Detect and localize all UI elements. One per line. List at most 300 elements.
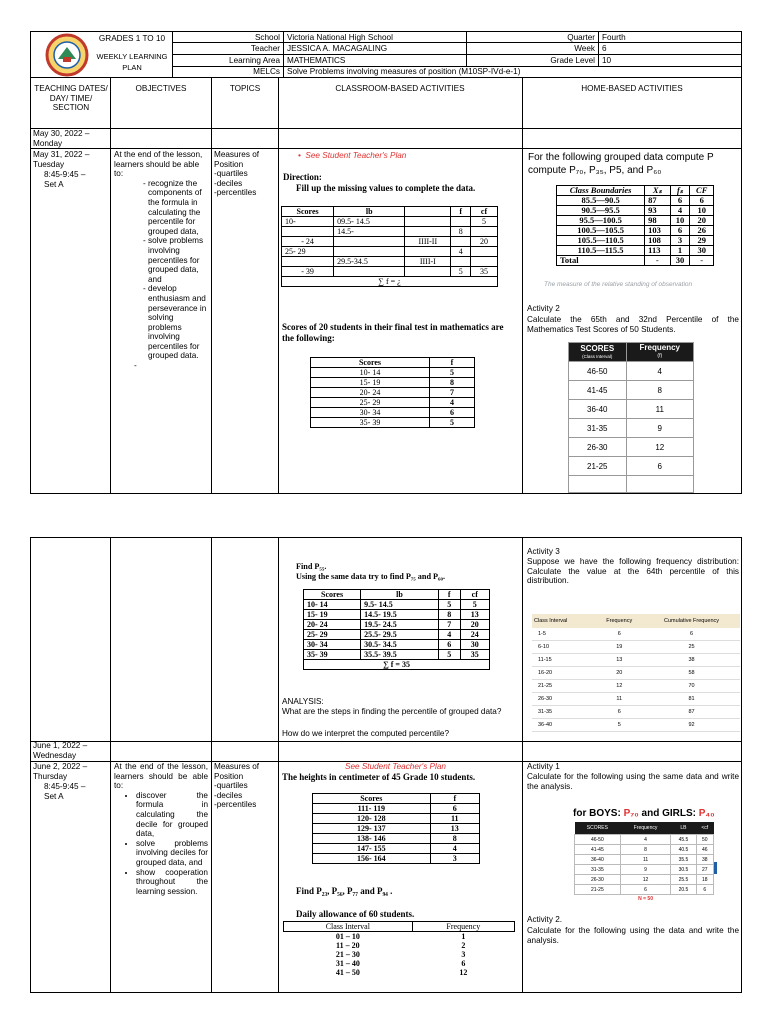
table-cell: 6 (620, 885, 671, 895)
table-cell: 11 – 20 (336, 941, 360, 950)
table-row (557, 226, 714, 236)
table-row (532, 628, 740, 641)
table-cell[interactable]: 4 (451, 247, 471, 257)
table-cell: 4 (620, 835, 671, 845)
table-cell: 30 (670, 256, 690, 266)
table-cell: 11 (430, 814, 479, 824)
table-row (575, 875, 714, 885)
table-cell: SCORES (Class Interval) (569, 343, 627, 362)
table-row (313, 794, 480, 804)
table-row (575, 835, 714, 845)
table-cell: 41-45 (569, 381, 627, 400)
analysis-question-2: How do we interpret the computed percentile? (282, 729, 450, 738)
table-cell: 12 (626, 438, 693, 457)
label-grade-level: Grade Level (550, 56, 595, 65)
table-cell: 35- 39 (311, 418, 430, 428)
table-cell: 6 (438, 640, 460, 650)
table-cell: 1 (461, 932, 466, 941)
table-cell: 6 (696, 885, 713, 895)
table-cell[interactable] (334, 267, 405, 277)
table-cell: Scores (282, 207, 334, 217)
table-cell[interactable]: IIII-II (405, 237, 451, 247)
table-cell[interactable]: IIII-I (405, 257, 451, 267)
table-cell: 30 (460, 640, 489, 650)
table-row (532, 693, 740, 706)
see-plan-link-jun2[interactable]: See Student Teacher's Plan (345, 762, 446, 771)
find-deciles: Find P₂₃, P₅₆, P₇₇ and P₉₄ . (296, 886, 393, 896)
table-cell: 13 (430, 824, 479, 834)
table-cell[interactable]: 20 (471, 237, 498, 247)
table-cell: 129- 137 (313, 824, 431, 834)
col-topics: TOPICS (229, 84, 261, 93)
table-cell[interactable] (405, 217, 451, 227)
table-row (557, 186, 714, 196)
analysis-title: ANALYSIS: (282, 697, 324, 706)
table-cell: 110.5—115.5 (557, 246, 645, 256)
table-cell: 4 (670, 206, 690, 216)
table-row (532, 667, 740, 680)
table-row (282, 207, 498, 217)
table-row (557, 196, 714, 206)
table-row (575, 855, 714, 865)
table-cell: Scores (304, 590, 361, 600)
label-melcs: MELCs (253, 67, 280, 76)
table-row (282, 257, 498, 267)
table-cell[interactable]: 5 (471, 217, 498, 227)
table-cell[interactable] (451, 257, 471, 267)
table-row (304, 650, 490, 660)
table-row (557, 246, 714, 256)
table-cell: 98 (645, 216, 670, 226)
table-row (313, 814, 480, 824)
table-row (569, 457, 694, 476)
table-row (304, 640, 490, 650)
activity2b-text: Calculate for the following using the data and write the analysis. (527, 926, 739, 945)
table-cell: 6 (670, 196, 690, 206)
table-cell: Cumulative Frequency (664, 618, 720, 624)
table-cell: 27 (696, 865, 713, 875)
value-learning-area: MATHEMATICS (287, 56, 346, 65)
table-cell: 9 (626, 419, 693, 438)
activity2b-title: Activity 2. (527, 915, 563, 924)
table-cell: 10 (670, 216, 690, 226)
table-cell: 58 (688, 670, 695, 676)
table-cell: Frequency (606, 618, 633, 624)
label-teacher: Teacher (250, 44, 280, 53)
table-cell: N = 50 (638, 896, 653, 902)
table-cell[interactable] (334, 247, 405, 257)
daily-allowance-text: Daily allowance of 60 students. (296, 909, 415, 919)
table-row (284, 959, 515, 968)
boys-girls-table (574, 822, 714, 903)
table-cell: 6 (670, 226, 690, 236)
activity2-title: Activity 2 (527, 304, 560, 313)
table-row (532, 641, 740, 654)
table-cell: 5 (617, 722, 621, 728)
table-cell[interactable] (405, 247, 451, 257)
table-row (311, 368, 475, 378)
table-cell: 103 (645, 226, 670, 236)
table-cell: SCORES (586, 825, 608, 831)
table-cell: 1-5 (538, 631, 546, 637)
table-cell: 29 (690, 236, 714, 246)
value-week: 6 (602, 44, 607, 53)
table-cell: Frequency (f) (626, 343, 693, 362)
time-may31: 8:45-9:45 – (44, 170, 86, 179)
table-row (557, 236, 714, 246)
table-cell: 8 (438, 610, 460, 620)
date-jun1: June 1, 2022 – Wednesday (33, 741, 88, 760)
table-cell: 35- 39 (304, 650, 361, 660)
table-cell[interactable] (471, 247, 498, 257)
table-cell: - (690, 256, 714, 266)
table-cell: 12 (459, 968, 468, 977)
table-cell: 25.5- 29.5 (361, 630, 439, 640)
table-cell: 156- 164 (313, 854, 431, 864)
table-cell: 1 (670, 246, 690, 256)
table-row (532, 706, 740, 719)
table-cell: 21 – 30 (335, 950, 360, 959)
table-cell[interactable]: - 39 (282, 267, 334, 277)
measure-caption: The measure of the relative standing of observation (544, 281, 693, 288)
objective-item: - solve problems involving percentiles for grouped data, and (148, 236, 209, 284)
table-cell[interactable]: 10- (282, 217, 334, 227)
table-cell: 3 (670, 236, 690, 246)
table-row (304, 590, 490, 600)
table-row (557, 216, 714, 226)
table-row (532, 654, 740, 667)
table-row (282, 237, 498, 247)
table-row (284, 941, 515, 950)
table-cell: CF (690, 186, 714, 196)
find-p55: Find P₅₅. (296, 562, 327, 571)
scores-frequency-table (568, 342, 694, 493)
table-cell: 20 (460, 620, 489, 630)
table-cell: 12 (620, 875, 671, 885)
table-cell: 30.5 (671, 865, 696, 875)
table-cell: 38 (688, 657, 695, 663)
allowance-table (283, 921, 515, 977)
table-cell[interactable]: 8 (451, 227, 471, 237)
table-row (282, 277, 498, 287)
direction-text: Fill up the missing values to complete the data. (296, 183, 476, 193)
table-cell: 4 (430, 844, 479, 854)
table-cell: 30- 34 (311, 408, 430, 418)
table-cell: 3 (461, 950, 466, 959)
value-melcs: Solve Problems involving measures of position (M10SP-IVd-e-1) (287, 67, 521, 76)
table-cell: 2 (461, 941, 466, 950)
topics-jun2: Measures of Position -quartiles -deciles -percentiles (214, 762, 260, 810)
table-cell[interactable]: 25- 29 (282, 247, 334, 257)
table-cell: 8 (620, 845, 671, 855)
table-row (557, 206, 714, 216)
table-cell: 15- 19 (311, 378, 430, 388)
table-row (282, 267, 498, 277)
table-cell: 46-50 (569, 362, 627, 381)
label-quarter: Quarter (567, 33, 595, 42)
table-cell: 31-35 (538, 709, 553, 715)
table-cell[interactable] (405, 267, 451, 277)
header-line1: GRADES 1 TO 10 (98, 34, 166, 43)
table-cell: 92 (688, 722, 695, 728)
table-cell[interactable]: - 24 (282, 237, 334, 247)
table-cell: 25- 29 (311, 398, 430, 408)
objective-item: • discover the formula in calculating the decile for grouped data, (136, 791, 208, 839)
table-cell: 35 (460, 650, 489, 660)
table-cell[interactable] (471, 257, 498, 267)
table-cell: 20 (690, 216, 714, 226)
table-row (282, 227, 498, 237)
table-cell: 138- 146 (313, 834, 431, 844)
class-boundaries-table (556, 185, 714, 266)
heights-table (312, 793, 480, 864)
table-row (282, 247, 498, 257)
see-plan-link[interactable]: • See Student Teacher's Plan (298, 151, 407, 160)
find-p75-p60: Using the same data try to find P₇₅ and P₆₀. (296, 572, 446, 581)
table-cell: 41 – 50 (335, 968, 360, 977)
table-cell (405, 207, 451, 217)
table-cell: f (430, 794, 479, 804)
table-cell[interactable] (451, 217, 471, 227)
table-cell: 6-10 (538, 644, 550, 650)
fill-table (281, 206, 498, 287)
table-row (313, 844, 480, 854)
table-cell: 5 (438, 600, 460, 610)
table-cell: lb (334, 207, 405, 217)
table-cell: Class Interval (284, 922, 413, 932)
table-cell: Frequency (633, 825, 658, 831)
table-cell: 25 (688, 644, 695, 650)
scores-text: Scores of 20 students in their final test in mathematics are the following: (282, 322, 504, 343)
table-cell: 111- 119 (313, 804, 431, 814)
table-row (311, 358, 475, 368)
table-cell: 45.5 (671, 835, 696, 845)
table-cell: Xₛ (645, 186, 670, 196)
table-cell: 36-40 (569, 400, 627, 419)
table-cell: 87 (645, 196, 670, 206)
table-cell: 100.5—105.5 (557, 226, 645, 236)
table-row (569, 419, 694, 438)
table-cell: 21-25 (569, 457, 627, 476)
table-cell (626, 476, 693, 493)
topics-may31: Measures of Position -quartiles -deciles -percentiles (214, 150, 260, 198)
table-cell: LB (680, 825, 687, 831)
table-cell: 40.5 (671, 845, 696, 855)
date-may30: May 30, 2022 – Monday (33, 129, 90, 148)
table-cell: 18 (696, 875, 713, 885)
activity3-title: Activity 3 (527, 547, 560, 556)
table-row (569, 343, 694, 362)
home-text: For the following grouped data compute P compute P₇₀, P₃₅, P5, and P₆₀ (528, 152, 714, 176)
table-row (304, 620, 490, 630)
table-cell: 26-30 (538, 696, 553, 702)
table-cell: <cf (701, 825, 709, 831)
table-cell: 3 (430, 854, 479, 864)
table-cell: 25.5 (671, 875, 696, 885)
table-cell: 8 (430, 834, 479, 844)
table-cell: 46-50 (575, 835, 621, 845)
section-may31: Set A (44, 180, 64, 189)
table-cell: 31 – 40 (335, 959, 360, 968)
table-cell: cf (460, 590, 489, 600)
table-row (284, 968, 515, 977)
table-row (575, 885, 714, 895)
table-row (313, 834, 480, 844)
table-cell: 147- 155 (313, 844, 431, 854)
table-cell: Frequency (412, 922, 514, 932)
boys-girls-table-edge (714, 862, 717, 874)
table-cell[interactable]: 09.5- 14.5 (334, 217, 405, 227)
table-row (311, 388, 475, 398)
table-cell: 9 (620, 865, 671, 875)
header-line3: PLAN (122, 63, 142, 72)
table-cell: 8 (429, 378, 474, 388)
table-cell: 6 (617, 709, 621, 715)
table-cell: 10- 14 (311, 368, 430, 378)
table-cell: 30- 34 (304, 640, 361, 650)
table-cell[interactable] (282, 257, 334, 267)
value-quarter: Fourth (602, 33, 626, 42)
table-cell: ∑ f = ¿ (282, 277, 498, 287)
table-cell: 6 (429, 408, 474, 418)
table-cell: 20 (616, 670, 623, 676)
table-cell: 6 (461, 959, 466, 968)
table-cell: 19 (616, 644, 623, 650)
table-row (557, 256, 714, 266)
table-cell: 6 (626, 457, 693, 476)
table-cell: 26-30 (575, 875, 621, 885)
table-cell[interactable]: 5 (451, 267, 471, 277)
table-cell: 11 (620, 855, 671, 865)
table-row (569, 438, 694, 457)
table-row (532, 719, 740, 732)
table-row (282, 217, 498, 227)
table-cell: 20- 24 (311, 388, 430, 398)
table-cell: 15- 19 (304, 610, 361, 620)
table-cell: cf (471, 207, 498, 217)
table-cell[interactable]: 29.5-34.5 (334, 257, 405, 267)
table-row (284, 950, 515, 959)
table-cell: 26-30 (569, 438, 627, 457)
value-school: Victoria National High School (287, 33, 393, 42)
table-cell: 95.5—100.5 (557, 216, 645, 226)
table-cell: 6 (430, 804, 479, 814)
date-jun2: June 2, 2022 – Thursday (33, 762, 88, 781)
objectives-may31: At the end of the lesson, learners should be able to: - recognize the components of the formula in calculating the percentile for grouped data, - solve problems involving percentiles for grouped data, and - develop enthusiasm and perseverance in solving problems involving percentiles for grouped data. - (114, 150, 209, 371)
objective-item: - recognize the components of the formula in calculating the percentile for grouped data, (148, 179, 209, 237)
value-grade-level: 10 (602, 56, 612, 65)
table-cell: 5 (460, 600, 489, 610)
col-teaching-dates: TEACHING DATES/ DAY/ TIME/ SECTION (34, 84, 108, 113)
table-cell: 4 (429, 398, 474, 408)
objective-item: • show cooperation throughout the learning session. (136, 868, 208, 897)
table-cell: 50 (696, 835, 713, 845)
table-cell: 30.5- 34.5 (361, 640, 439, 650)
table-cell (671, 895, 696, 904)
table-cell: f (429, 358, 474, 368)
table-cell: 7 (438, 620, 460, 630)
table-cell[interactable]: 14.5- (334, 227, 405, 237)
cumulative-frequency-table (532, 614, 740, 732)
table-cell (696, 895, 713, 904)
table-row (284, 922, 515, 932)
table-cell: 31-35 (569, 419, 627, 438)
activity3-text: Suppose we have the following frequency distribution: Calculate the value at the 64th percentile of this distribution. (527, 557, 739, 586)
table-row (569, 400, 694, 419)
table-cell: 4 (438, 630, 460, 640)
objective-item: - develop enthusiasm and perseverance in solving problems involving percentiles for grouped data. (148, 284, 209, 361)
table-cell (569, 476, 627, 493)
table-cell: 10- 14 (304, 600, 361, 610)
scores-table (310, 357, 475, 428)
percentile-table (303, 589, 490, 670)
table-cell[interactable] (471, 227, 498, 237)
table-row (575, 822, 714, 835)
table-cell: fₛ (670, 186, 690, 196)
table-cell[interactable] (334, 237, 405, 247)
table-row (313, 854, 480, 864)
table-cell: 14.5- 19.5 (361, 610, 439, 620)
table-cell: 35.5 (671, 855, 696, 865)
label-learning-area: Learning Area (229, 56, 280, 65)
table-cell: 11 (616, 696, 623, 702)
table-cell: 13 (460, 610, 489, 620)
table-cell: 24 (460, 630, 489, 640)
table-cell: 4 (626, 362, 693, 381)
table-cell: 11-15 (538, 657, 552, 663)
table-cell: 93 (645, 206, 670, 216)
table-row (532, 680, 740, 693)
table-cell: 25- 29 (304, 630, 361, 640)
table-cell: Scores (313, 794, 431, 804)
table-row (532, 614, 740, 628)
table-cell: 8 (626, 381, 693, 400)
table-cell: 12 (616, 683, 623, 689)
table-row (313, 804, 480, 814)
table-row (311, 408, 475, 418)
table-cell: 21-25 (575, 885, 621, 895)
table-cell: 41-45 (575, 845, 621, 855)
time-jun2: 8:45-9:45 – (44, 782, 86, 791)
heights-text: The heights in centimeter of 45 Grade 10 students. (282, 772, 476, 782)
table-cell[interactable] (282, 227, 334, 237)
col-home-activities: HOME-BASED ACTIVITIES (581, 84, 683, 93)
col-classroom-activities: CLASSROOM-BASED ACTIVITIES (335, 84, 465, 93)
table-cell[interactable] (451, 237, 471, 247)
table-cell: lb (361, 590, 439, 600)
table-cell: 85.5—90.5 (557, 196, 645, 206)
table-cell: 30 (690, 246, 714, 256)
table-row (575, 865, 714, 875)
table-cell: 35.5- 39.5 (361, 650, 439, 660)
table-cell: 81 (688, 696, 695, 702)
table-cell[interactable] (405, 227, 451, 237)
school-logo (44, 33, 90, 77)
table-cell[interactable]: 35 (471, 267, 498, 277)
table-cell: 87 (688, 709, 695, 715)
table-row (311, 378, 475, 388)
table-row (569, 381, 694, 400)
table-row (569, 476, 694, 493)
table-row (569, 362, 694, 381)
table-cell: 10 (690, 206, 714, 216)
table-cell: 13 (616, 657, 623, 663)
table-cell: 113 (645, 246, 670, 256)
table-cell: 5 (429, 418, 474, 428)
table-cell: f (451, 207, 471, 217)
table-row (304, 610, 490, 620)
table-row (304, 660, 490, 670)
